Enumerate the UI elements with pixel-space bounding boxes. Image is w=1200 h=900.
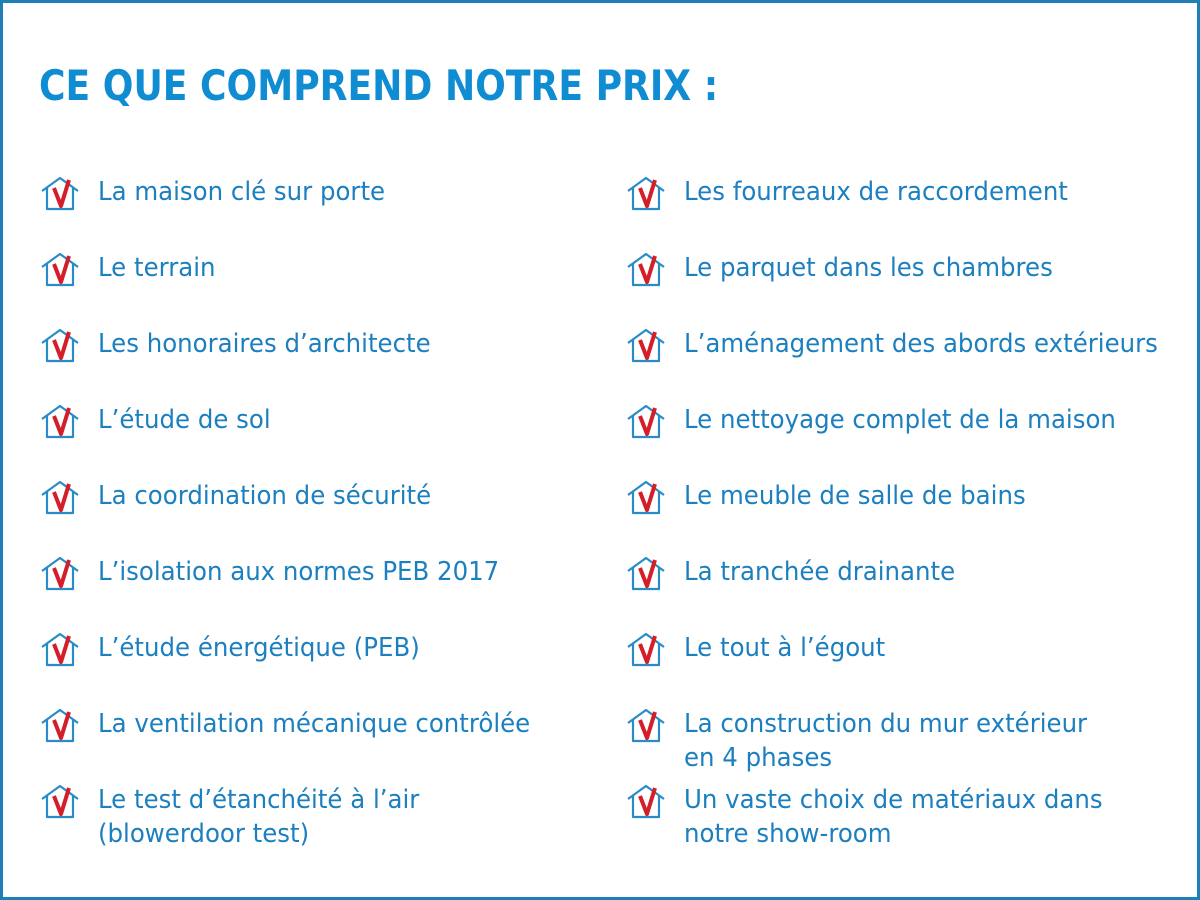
house-check-icon <box>39 251 81 289</box>
house-check-icon <box>625 783 667 821</box>
item-label: Le nettoyage complet de la maison <box>684 405 1116 435</box>
list-item <box>625 327 1185 365</box>
item-label: L’étude énergétique (PEB) <box>98 633 420 663</box>
list-item <box>39 783 599 851</box>
item-label: Les honoraires d’architecte <box>98 329 431 359</box>
item-label: Le tout à l’égout <box>684 633 886 663</box>
item-label: Les fourreaux de raccordement <box>684 177 1068 207</box>
item-label: La construction du mur extérieur en 4 phases <box>684 709 1088 773</box>
house-check-icon <box>625 403 667 441</box>
list-item <box>625 175 1185 213</box>
list-item <box>39 479 599 517</box>
list-item <box>625 479 1185 517</box>
item-label: Le terrain <box>98 253 216 283</box>
house-check-icon <box>625 327 667 365</box>
house-check-icon <box>625 175 667 213</box>
list-item <box>39 555 599 593</box>
list-item <box>39 631 599 669</box>
item-label: La tranchée drainante <box>684 557 956 587</box>
house-check-icon <box>39 175 81 213</box>
list-item <box>39 403 599 441</box>
list-item <box>39 707 599 745</box>
house-check-icon <box>39 707 81 745</box>
house-check-icon <box>39 479 81 517</box>
list-item <box>39 251 599 289</box>
item-label: Le test d’étanchéité à l’air (blowerdoor test) <box>98 785 420 849</box>
item-label: L’étude de sol <box>98 405 271 435</box>
list-item <box>625 707 1185 775</box>
page-title: CE QUE COMPREND NOTRE PRIX : <box>39 61 719 110</box>
house-check-icon <box>625 479 667 517</box>
list-item <box>625 555 1185 593</box>
list-item <box>625 251 1185 289</box>
house-check-icon <box>39 403 81 441</box>
item-label: L’aménagement des abords extérieurs <box>684 329 1158 359</box>
house-check-icon <box>39 631 81 669</box>
item-label: L’isolation aux normes PEB 2017 <box>98 557 500 587</box>
house-check-icon <box>625 555 667 593</box>
house-check-icon <box>39 327 81 365</box>
item-label: Un vaste choix de matériaux dans notre show-room <box>684 785 1103 849</box>
item-label: Le parquet dans les chambres <box>684 253 1053 283</box>
house-check-icon <box>625 251 667 289</box>
item-label: Le meuble de salle de bains <box>684 481 1026 511</box>
item-label: La ventilation mécanique contrôlée <box>98 709 531 739</box>
house-check-icon <box>39 783 81 821</box>
item-label: La coordination de sécurité <box>98 481 432 511</box>
list-item <box>39 175 599 213</box>
item-label: La maison clé sur porte <box>98 177 386 207</box>
house-check-icon <box>625 707 667 745</box>
list-item <box>625 631 1185 669</box>
house-check-icon <box>625 631 667 669</box>
list-item <box>39 327 599 365</box>
house-check-icon <box>39 555 81 593</box>
list-item <box>625 403 1185 441</box>
list-item <box>625 783 1185 851</box>
